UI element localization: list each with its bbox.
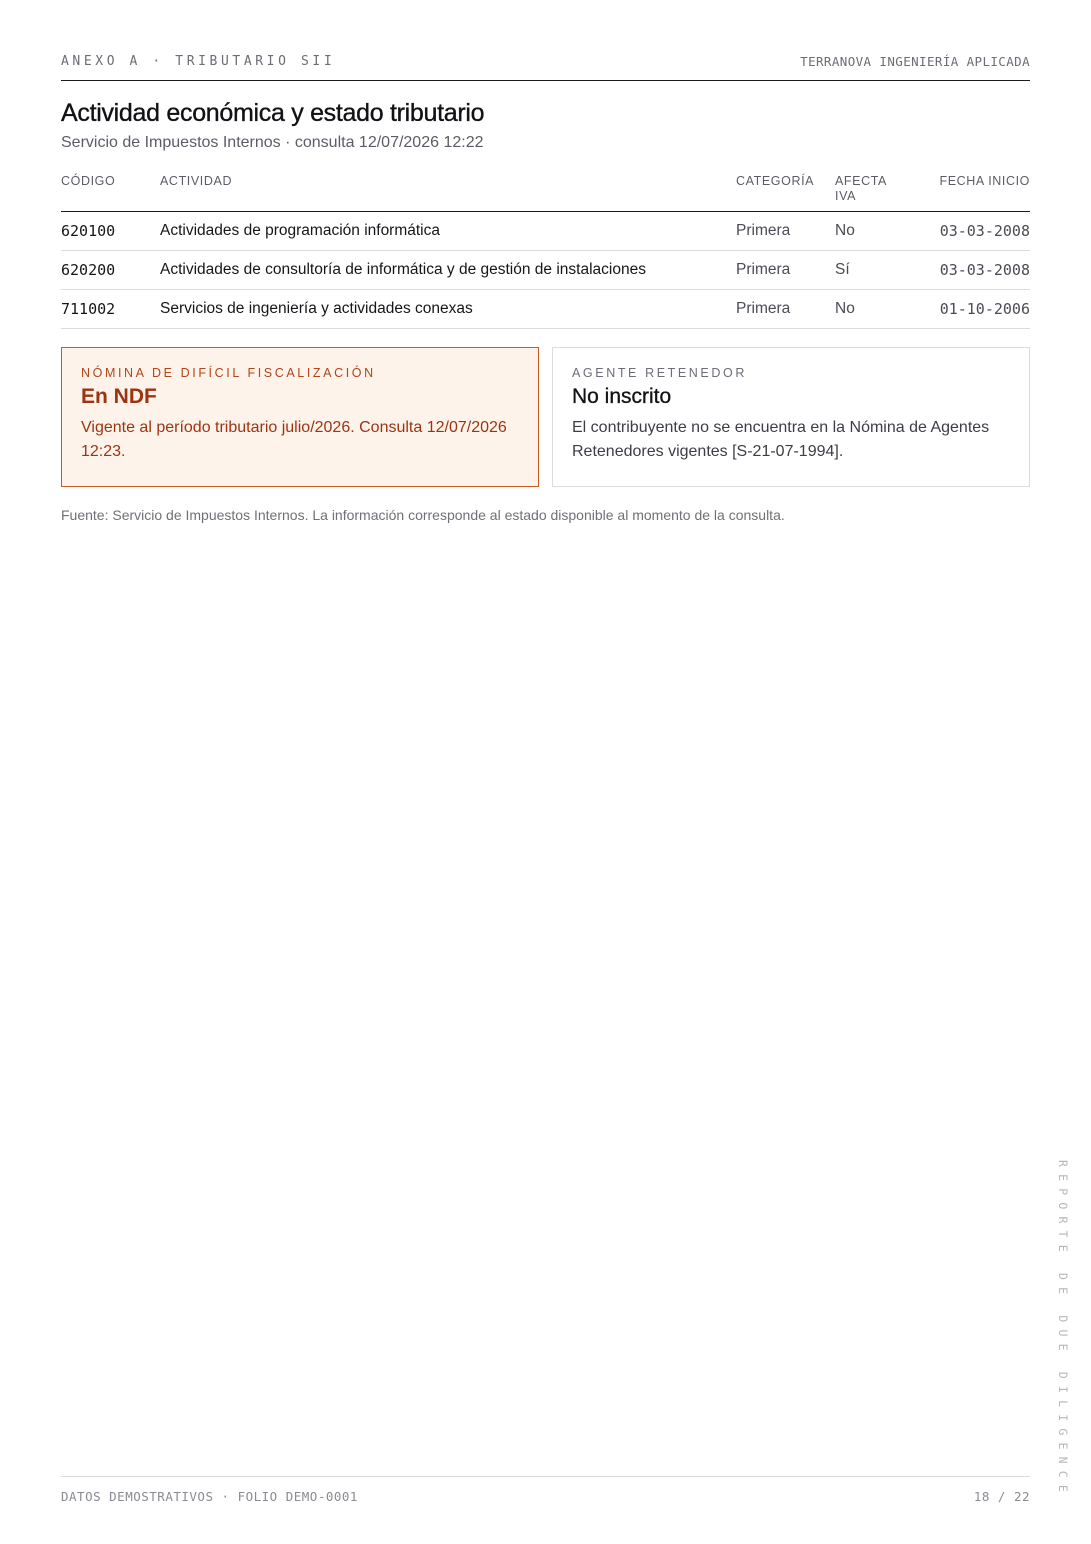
column-header-iva-line1: AFECTA — [835, 174, 887, 188]
page-subtitle: Servicio de Impuestos Internos · consulta 12/07/2026 12:22 — [61, 134, 484, 151]
table-row — [61, 251, 1030, 290]
page-number: 18 / 22 — [973, 1489, 1030, 1504]
activity-name: Actividades de programación informática — [160, 212, 736, 251]
activity-iva: Sí — [835, 251, 915, 290]
section-label: ANEXO A · TRIBUTARIO SII — [61, 54, 336, 69]
source-note: Fuente: Servicio de Impuestos Internos. La información corresponde al estado disponible al momento de la consulta. — [61, 507, 785, 523]
activity-iva: No — [835, 290, 915, 329]
activity-start-date: 03-03-2008 — [915, 212, 1030, 251]
column-header-start-date: FECHA INICIO — [915, 174, 1030, 212]
activity-category: Primera — [736, 251, 835, 290]
agent-card-body: El contribuyente no se encuentra en la Nómina de Agentes Retenedores vigentes [S-21-07-1994]. — [572, 419, 990, 460]
column-header-activity: ACTIVIDAD — [160, 174, 736, 212]
column-header-iva-line2: IVA — [835, 189, 857, 203]
ndf-status-card — [61, 347, 539, 487]
activity-start-date: 03-03-2008 — [915, 251, 1030, 290]
ndf-card-kicker: NÓMINA DE DIFÍCIL FISCALIZACIÓN — [81, 366, 376, 380]
page-title: Actividad económica y estado tributario — [61, 99, 485, 127]
activity-code: 620200 — [61, 251, 160, 290]
agent-card-status: No inscrito — [572, 385, 672, 408]
footer-folio: DATOS DEMOSTRATIVOS · FOLIO DEMO-0001 — [61, 1489, 358, 1504]
side-watermark: REPORTE DE DUE DILIGENCE — [1056, 1160, 1070, 1499]
activity-category: Primera — [736, 212, 835, 251]
table-row — [61, 212, 1030, 251]
activity-code: 711002 — [61, 290, 160, 329]
company-name: TERRANOVA INGENIERÍA APLICADA — [800, 54, 1030, 69]
ndf-card-body: Vigente al período tributario julio/2026. Consulta 12/07/2026 12:23. — [81, 419, 507, 460]
withholding-agent-card — [552, 347, 1030, 487]
column-header-iva — [835, 174, 915, 212]
activity-code: 620100 — [61, 212, 160, 251]
activities-table — [61, 174, 1030, 329]
activity-category: Primera — [736, 290, 835, 329]
table-row — [61, 290, 1030, 329]
column-header-category: CATEGORÍA — [736, 174, 835, 212]
activity-start-date: 01-10-2006 — [915, 290, 1030, 329]
agent-card-kicker: AGENTE RETENEDOR — [572, 366, 747, 380]
activity-name: Servicios de ingeniería y actividades conexas — [160, 290, 736, 329]
activity-name: Actividades de consultoría de informática y de gestión de instalaciones — [160, 251, 736, 290]
page-footer — [61, 1476, 1030, 1504]
table-header-row — [61, 174, 1030, 212]
activity-iva: No — [835, 212, 915, 251]
running-header — [61, 52, 1030, 81]
ndf-card-status: En NDF — [81, 385, 157, 408]
column-header-code: CÓDIGO — [61, 174, 160, 212]
